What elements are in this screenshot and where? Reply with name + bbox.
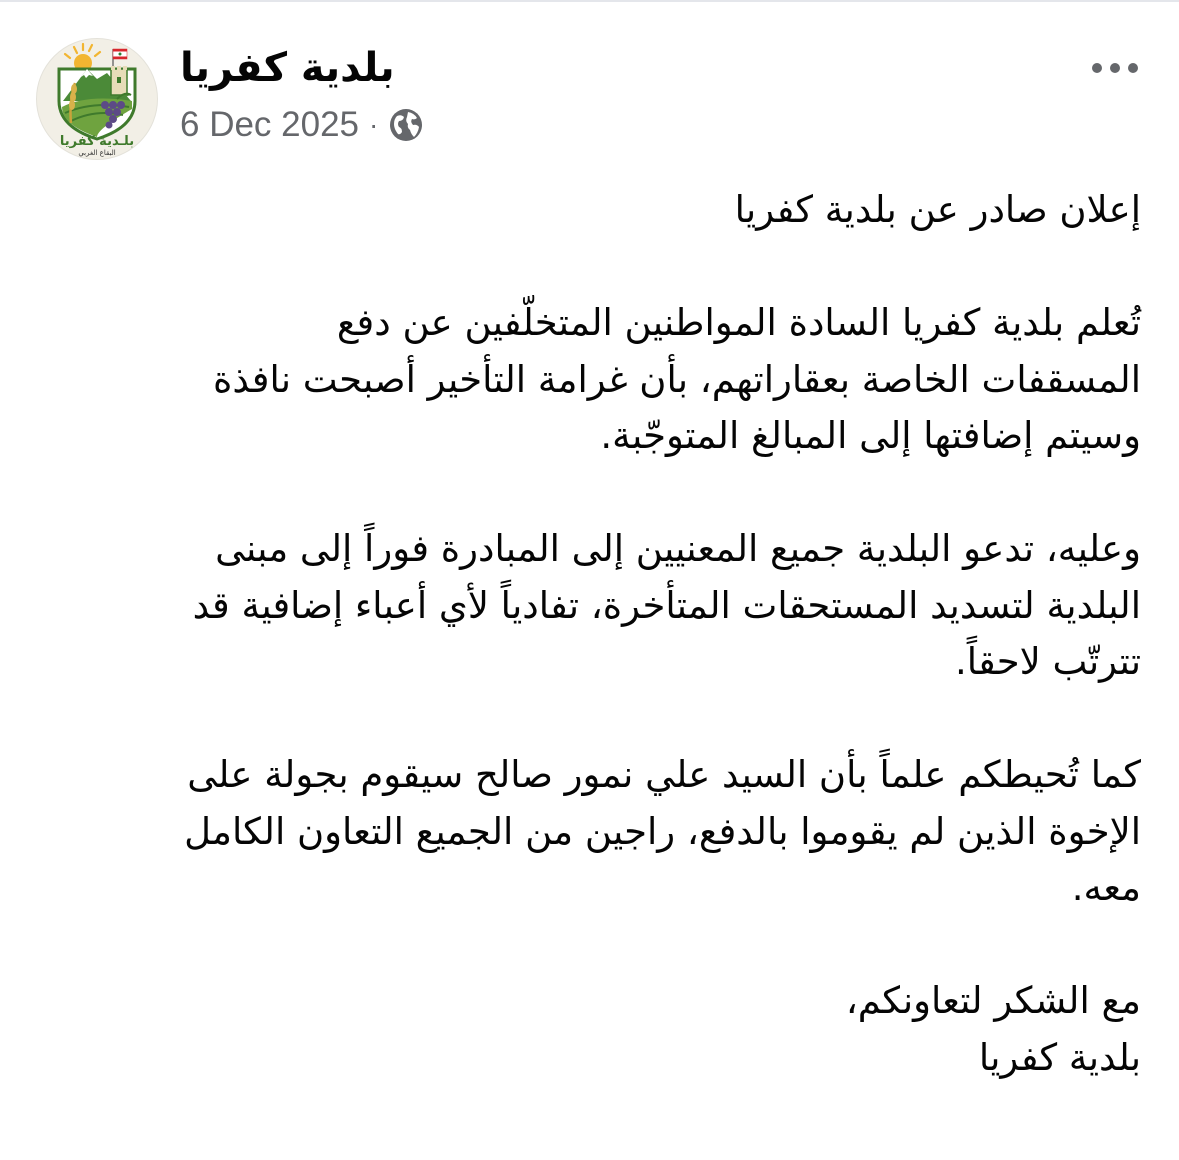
paragraph-line: تُعلم بلدية كفريا السادة المواطنين المتخلّفين عن دفع: [336, 301, 1141, 344]
meta-separator: ·: [369, 109, 379, 140]
paragraph-line: الإخوة الذين لم يقوموا بالدفع، راجين من الجميع التعاون الكامل: [184, 809, 1141, 853]
post-title: [31, 182, 1141, 239]
post-body: [31, 182, 1141, 1086]
signature-line: بلدية كفريا: [978, 1035, 1141, 1079]
page-name-link[interactable]: بلدية كفريا: [180, 45, 395, 91]
closing-line: مع الشكر لتعاونكم،: [845, 979, 1141, 1022]
post-timestamp[interactable]: 6 Dec 2025: [180, 105, 360, 144]
more-options-button[interactable]: [1080, 48, 1150, 88]
more-options-icon-dot: [1092, 63, 1102, 73]
paragraph-line: البلدية لتسديد المستحقات المتأخرة، تفادياً لأي أعباء إضافية قد: [192, 583, 1141, 627]
post-title-text: إعلان صادر عن بلدية كفريا: [734, 188, 1141, 231]
post-meta: [180, 102, 424, 148]
globe-icon[interactable]: [388, 107, 424, 143]
post-header: [0, 0, 1179, 170]
paragraph-line: وسيتم إضافتها إلى المبالغ المتوجّبة.: [600, 414, 1141, 457]
paragraph-notice: [31, 295, 1141, 465]
paragraph-call-to-action: [31, 521, 1141, 691]
logo-text-main: بلـدية كفريا: [59, 134, 135, 149]
paragraph-line: معه.: [1071, 866, 1141, 909]
logo-text-sub: البقاع الغربي: [78, 149, 116, 157]
paragraph-line: المسقفات الخاصة بعقاراتهم، بأن غرامة التأخير أصبحت نافذة: [212, 357, 1141, 401]
paragraph-line: تترتّب لاحقاً.: [955, 640, 1141, 683]
paragraph-line: كما تُحيطكم علماً بأن السيد علي نمور صالح سيقوم بجولة على: [187, 753, 1141, 796]
closing-signature: [31, 973, 1141, 1086]
municipality-logo-icon: [37, 39, 157, 159]
page-avatar[interactable]: [36, 38, 158, 160]
paragraph-collector-info: [31, 747, 1141, 917]
more-options-icon-dot: [1128, 63, 1138, 73]
more-options-icon-dot: [1110, 63, 1120, 73]
paragraph-line: وعليه، تدعو البلدية جميع المعنيين إلى المبادرة فوراً إلى مبنى: [215, 527, 1141, 570]
